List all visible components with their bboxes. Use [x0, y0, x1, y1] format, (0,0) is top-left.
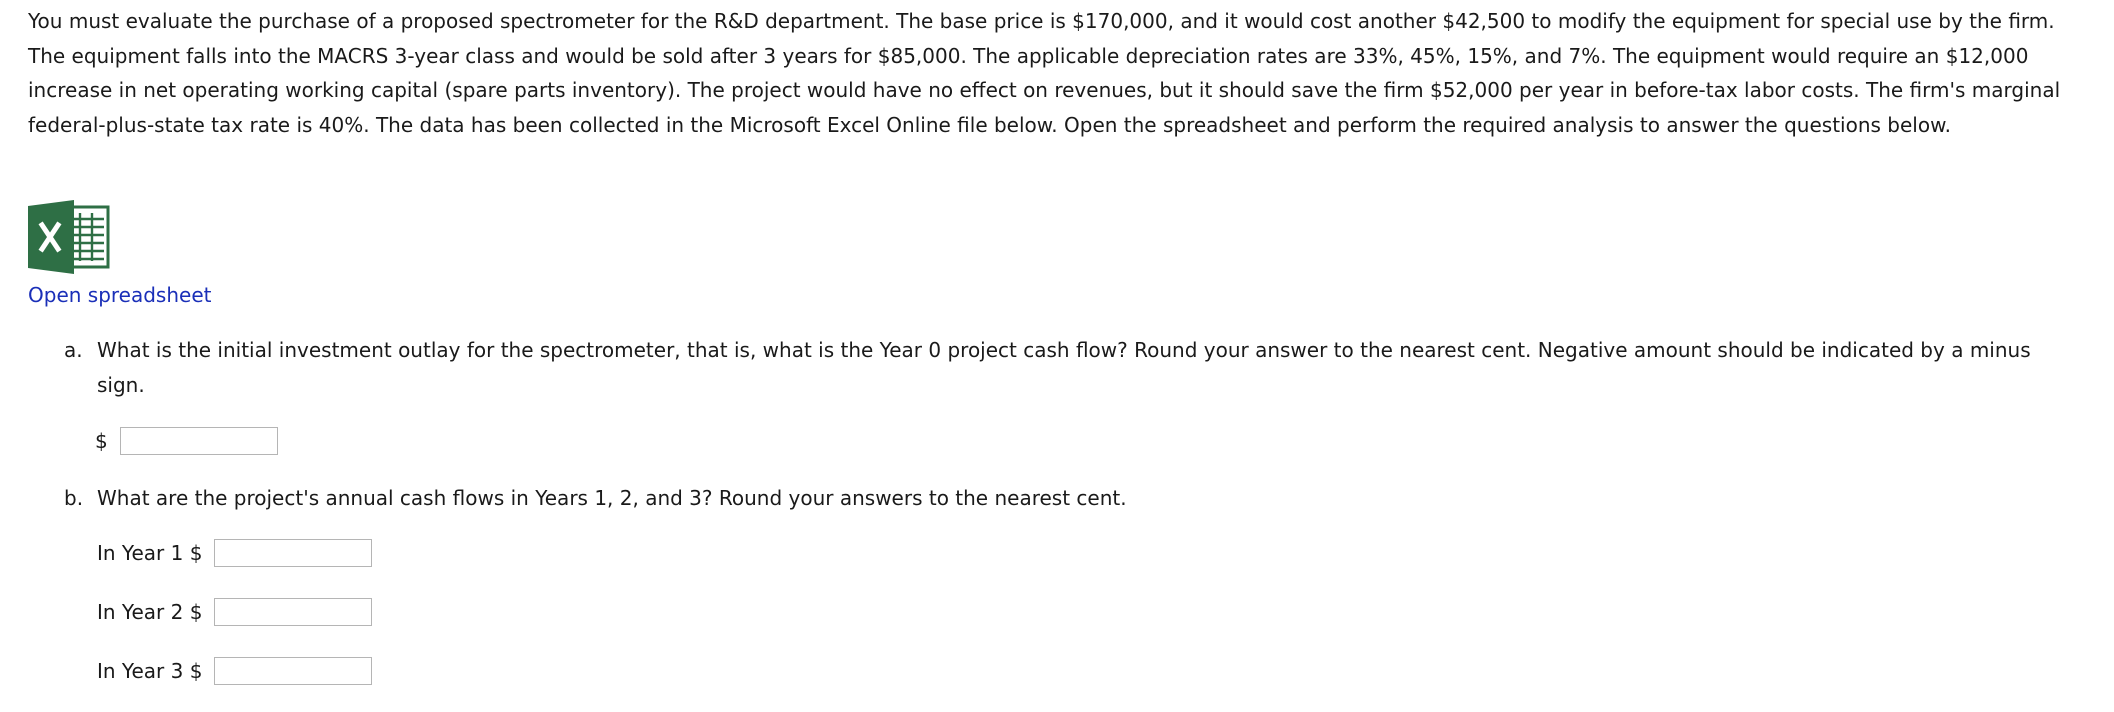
question-b-marker: b.: [64, 486, 84, 510]
year2-answer-row: [97, 597, 372, 627]
question-b: [64, 481, 2084, 516]
year3-answer-row: [97, 656, 372, 686]
year2-label: In Year 2 $: [97, 600, 203, 624]
question-a: [64, 333, 2084, 403]
year1-cash-flow-input[interactable]: [214, 539, 372, 567]
excel-icon[interactable]: [28, 200, 110, 274]
year0-currency-label: $: [95, 429, 108, 453]
year0-cash-flow-input[interactable]: [120, 427, 278, 455]
question-a-text: What is the initial investment outlay for the spectrometer, that is, what is the Year 0 project cash flow? Round your answer to the nearest cent. Negative amount should be indicated by a minus sign.: [97, 338, 2031, 397]
year0-answer-row: [95, 426, 278, 456]
open-spreadsheet-link[interactable]: Open spreadsheet: [28, 283, 212, 307]
year2-cash-flow-input[interactable]: [214, 598, 372, 626]
year1-label: In Year 1 $: [97, 541, 203, 565]
year3-label: In Year 3 $: [97, 659, 203, 683]
year3-cash-flow-input[interactable]: [214, 657, 372, 685]
year1-answer-row: [97, 538, 372, 568]
question-a-marker: a.: [64, 338, 83, 362]
problem-statement: You must evaluate the purchase of a proposed spectrometer for the R&D department. The base price is $170,000, and it would cost another $42,500 to modify the equipment for special use by the firm. The equipment falls into the MACRS 3-year class and would be sold after 3 years for $85,000. The applicable depreciation rates are 33%, 45%, 15%, and 7%. The equipment would require an $12,000 increase in net operating working capital (spare parts inventory). The project would have no effect on revenues, but it should save the firm $52,000 per year in before-tax labor costs. The firm's marginal federal-plus-state tax rate is 40%. The data has been collected in the Microsoft Excel Online file below. Open the spreadsheet and perform the required analysis to answer the questions below.: [28, 9, 2061, 137]
question-b-text: What are the project's annual cash flows in Years 1, 2, and 3? Round your answers to the nearest cent.: [97, 486, 1127, 510]
